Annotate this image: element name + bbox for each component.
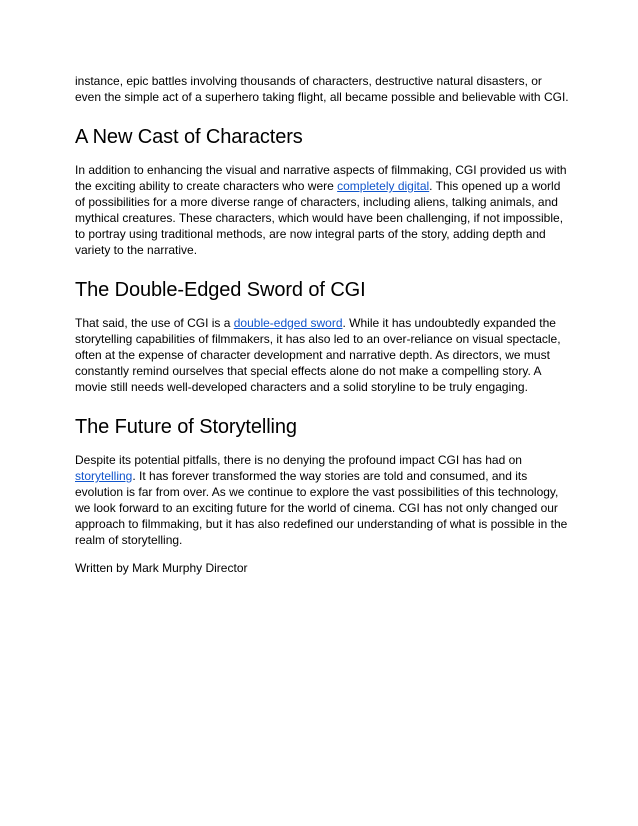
heading-new-cast-of-characters: A New Cast of Characters [75,126,303,148]
heading-double-edged-sword: The Double-Edged Sword of CGI [75,279,366,301]
paragraph-new-cast-text-before: In addition to enhancing the visual and narrative aspects of filmmaking, CGI provided us with the exciting ability to create characters who were [75,163,567,193]
link-storytelling[interactable]: storytelling [75,469,133,483]
heading-future-of-storytelling: The Future of Storytelling [75,416,297,438]
paragraph-new-cast [75,162,570,258]
author-signature: Written by Mark Murphy Director [75,561,248,575]
intro-paragraph: instance, epic battles involving thousands of characters, destructive natural disasters, or even the simple act of a superhero taking flight, all became possible and believable with CGI. [75,74,569,104]
paragraph-future-text-after: . It has forever transformed the way stories are told and consumed, and its evolution is far from over. As we continue to explore the vast possibilities of this technology, we look forward to an exciting future for the world of cinema. CGI has not only changed our approach to filmmaking, but it has also redefined our understanding of what is possible in the realm of storytelling. [75,469,568,547]
link-completely-digital[interactable]: completely digital [337,179,430,193]
paragraph-sword-text-before: That said, the use of CGI is a [75,316,234,330]
paragraph-new-cast-text-after: . This opened up a world of possibilities for a more diverse range of characters, including aliens, talking animals, and mythical creatures. These characters, which would have been challenging, if not impossible, to portray using traditional methods, are now integral parts of the story, adding depth and variety to the narrative. [75,179,564,257]
link-double-edged-sword[interactable]: double-edged sword [233,316,343,330]
paragraph-sword-text-after: . While it has undoubtedly expanded the storytelling capabilities of filmmakers, it has also led to an over-reliance on visual spectacle, often at the expense of character development and narrative depth. As directors, we must constantly remind ourselves that special effects alone do not make a compelling story. A movie still needs well-developed characters and a solid storyline to be truly engaging. [75,316,561,394]
paragraph-future-of-storytelling [75,452,570,548]
paragraph-future-text-before: Despite its potential pitfalls, there is no denying the profound impact CGI has had on [75,453,522,467]
paragraph-double-edged-sword [75,315,570,395]
